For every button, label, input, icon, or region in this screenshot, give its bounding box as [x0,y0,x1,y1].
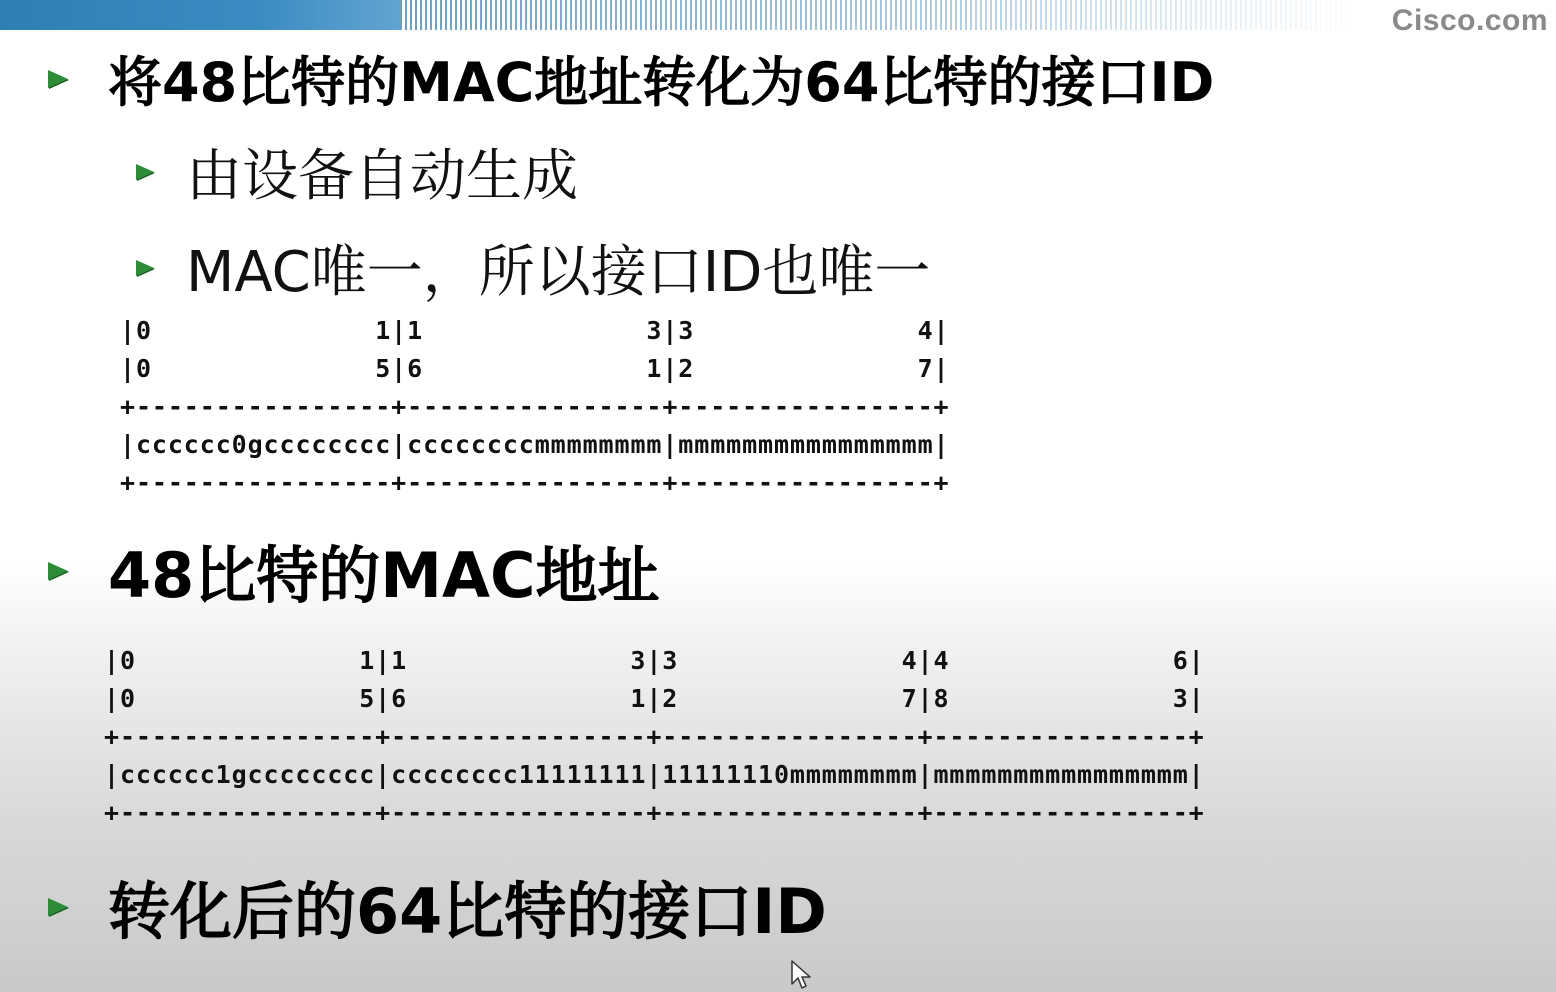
arrow-bullet-icon [48,70,68,88]
brand-logo: Cisco.com [1391,4,1548,37]
diagram-line: +----------------+----------------+----------------+ [120,392,950,421]
mac48-bit-layout-diagram [120,312,949,502]
bullet-convert-mac [48,40,1214,117]
diagram-line: |cccccc1gcccccccc|cccccccc11111111|11111110mmmmmmmm|mmmmmmmmmmmmmmmm| [104,760,1205,789]
top-banner [0,0,1556,37]
arrow-bullet-icon [48,562,68,580]
diagram-line: +----------------+----------------+----------------+ [120,468,950,497]
arrow-bullet-icon [136,164,154,180]
sub-bullet-auto-generated-text: 由设备自动生成 [186,144,578,209]
arrow-bullet-icon [48,898,68,916]
diagram-line: +----------------+----------------+----------------+----------------+ [104,798,1205,827]
sub-bullet-auto-generated [136,132,578,212]
bullet-mac48-text: 48比特的MAC地址 [108,539,660,612]
diagram-line: |0 1|1 3|3 4| [120,316,950,345]
bullet-interface-id64 [48,862,827,951]
bullet-interface-id64-text: 转化后的64比特的接口ID [108,875,827,948]
diagram-line: |cccccc0gcccccccc|ccccccccmmmmmmmm|mmmmmmmmmmmmmmmm| [120,430,950,459]
banner-stripes [400,0,1360,30]
mouse-pointer-icon [790,960,812,990]
sub-bullet-unique-id [136,228,930,308]
sub-bullet-unique-id-text: MAC唯一，所以接口ID也唯一 [186,240,931,305]
eui64-bit-layout-diagram [104,642,1205,832]
diagram-line: +----------------+----------------+----------------+----------------+ [104,722,1205,751]
bullet-convert-mac-text: 将48比特的MAC地址转化为64比特的接口ID [108,51,1215,114]
diagram-line: |0 5|6 1|2 7| [120,354,950,383]
banner-blue-band [0,0,430,30]
diagram-line: |0 1|1 3|3 4|4 6| [104,646,1205,675]
arrow-bullet-icon [136,260,154,276]
diagram-line: |0 5|6 1|2 7|8 3| [104,684,1205,713]
bullet-mac48 [48,526,659,615]
